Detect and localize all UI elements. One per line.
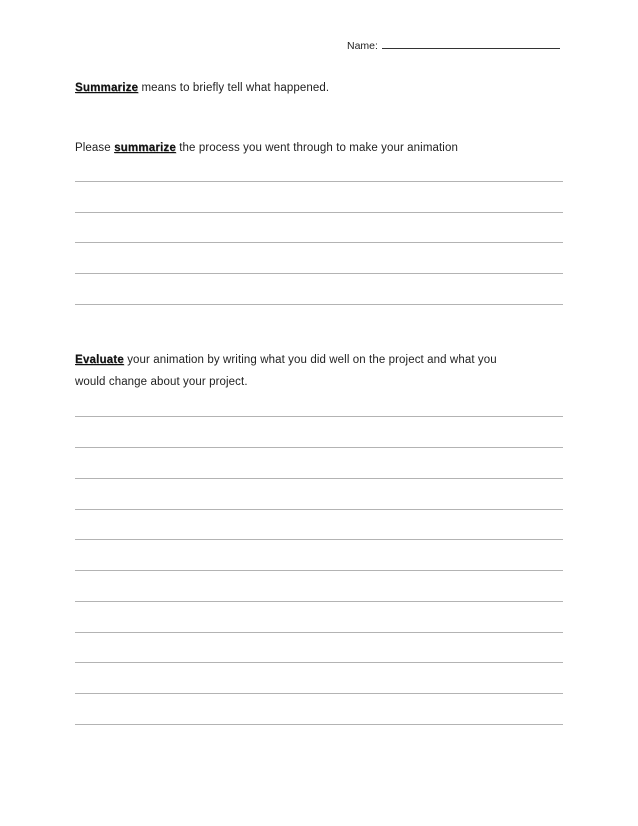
evaluation-answer-line[interactable] [75, 478, 563, 479]
evaluate-prompt-text: your animation by writing what you did well on the project and what you [127, 354, 497, 366]
evaluation-answer-line[interactable] [75, 447, 563, 448]
summarize-term: Summarize [75, 82, 139, 94]
summarize-prompt-prefix: Please [75, 142, 111, 154]
evaluation-answer-line[interactable] [75, 632, 563, 633]
summary-answer-line[interactable] [75, 273, 563, 274]
definition-sentence [75, 82, 329, 94]
name-label: Name: [347, 40, 378, 52]
evaluation-answer-line[interactable] [75, 601, 563, 602]
evaluation-answer-line[interactable] [75, 416, 563, 417]
name-blank-line[interactable] [382, 38, 560, 49]
evaluate-prompt-line-1 [75, 354, 497, 366]
summary-answer-line[interactable] [75, 304, 563, 305]
summary-answer-line[interactable] [75, 212, 563, 213]
evaluate-prompt-text-2: would change about your project. [75, 376, 248, 388]
summary-answer-line[interactable] [75, 242, 563, 243]
evaluation-answer-line[interactable] [75, 539, 563, 540]
evaluation-answer-line[interactable] [75, 693, 563, 694]
definition-text: means to briefly tell what happened. [141, 82, 330, 94]
summarize-prompt-suffix: the process you went through to make your animation [179, 142, 458, 154]
name-field-row [347, 38, 560, 52]
summarize-prompt-term: summarize [114, 142, 176, 154]
evaluation-answer-line[interactable] [75, 509, 563, 510]
evaluation-answer-line[interactable] [75, 570, 563, 571]
evaluation-answer-line[interactable] [75, 662, 563, 663]
evaluation-answer-line[interactable] [75, 724, 563, 725]
evaluate-term: Evaluate [75, 354, 124, 366]
summarize-prompt [75, 142, 458, 154]
summary-answer-line[interactable] [75, 181, 563, 182]
evaluate-prompt-line-2 [75, 376, 248, 388]
